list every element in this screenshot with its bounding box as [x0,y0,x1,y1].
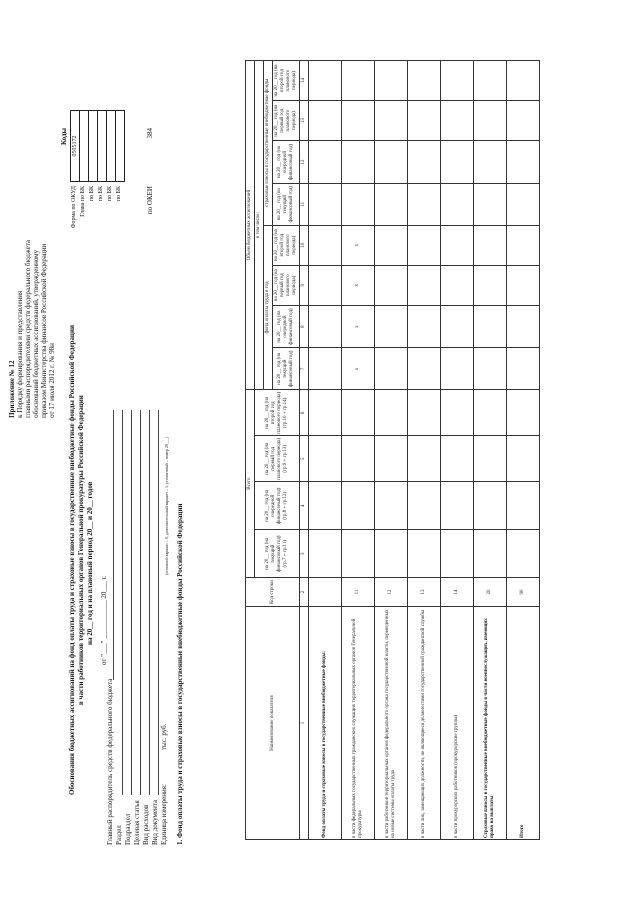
value-cell[interactable] [375,265,408,305]
row-code: 90 [507,578,540,607]
row-code: 14 [441,578,474,607]
doc-title-line1: Обоснования бюджетных ассигнований на фонд оплаты труда и страховые взносы в государственные внебюджетные фонды Российской Федерации [68,324,76,795]
value-cell[interactable] [474,265,507,305]
value-cell[interactable] [441,390,474,436]
header-budget: Объем бюджетных ассигнований [246,61,255,390]
value-cell[interactable] [507,530,540,578]
field-underline [140,410,141,795]
row-name: Фонд оплаты труда и страховые взносы в государственные внебюджетные фонды: [309,607,342,840]
col-number: 3 [300,530,309,578]
field-doctype: Вид документа [151,799,159,845]
value-cell[interactable] [474,390,507,436]
doc-title-line3: на 20__ год и на плановый период 20__ и 20__ годов [86,481,94,645]
doc-title-line2: в части работников территориальных органов Генеральной прокуратуры Российской Федерации [77,395,85,705]
year-col: на 20__ год (на второй год планового периода) [273,225,300,265]
value-cell[interactable] [375,436,408,482]
table-row [342,61,375,840]
value-cell[interactable] [408,265,441,305]
value-cell[interactable] [441,348,474,390]
col-number: 1 [300,607,309,840]
value-cell[interactable] [342,61,375,101]
value-cell[interactable] [375,183,408,225]
value-cell[interactable] [507,225,540,265]
value-cell[interactable] [474,141,507,184]
year-col: на 20__ год (на второй год планового периода) [273,61,300,101]
year-col: на 20__ год (на текущий финансовый год) [273,348,300,390]
field-underline [149,410,150,795]
value-cell[interactable] [507,436,540,482]
value-cell[interactable] [441,265,474,305]
col-number: 2 [300,578,309,607]
year-col: на 20__ год (на второй год планового периода) (гр.10 + гр.14) [255,390,300,436]
code-cell [97,111,106,181]
field-underline [113,410,114,680]
code-label: Глава по БК [80,186,86,217]
header-in-that: в том числе: [255,61,264,390]
table-header-row [246,61,255,840]
header-insurance: страховые взносы в государственные внебюджетные фонды [264,61,273,226]
year-col: на 20__ год (на первый год планового периода) [273,101,300,141]
value-cell[interactable] [474,482,507,530]
value-cell[interactable] [507,482,540,530]
row-code: 11 [342,578,375,607]
col-number: 14 [300,61,309,101]
field-expense: Вид расходов [142,804,150,845]
value-cell[interactable] [375,141,408,184]
value-cell[interactable] [441,482,474,530]
codes-labels [70,186,124,228]
okei-value: 384 [146,128,154,139]
value-cell[interactable] [309,305,342,348]
row-name: в части работников территориальных органов федерального органа государственной власти, переведенных на новые системы оплаты труда [375,607,408,840]
code-label: по БК [107,186,113,202]
value-cell[interactable] [309,225,342,265]
value-cell[interactable] [474,101,507,141]
code-cell [106,111,115,181]
appendix-line: обоснований бюджетных ассигнований, утвержденному [32,249,40,418]
value-cell[interactable] [441,530,474,578]
value-cell[interactable] [342,482,375,530]
codes-box [70,110,125,182]
x-mark: x [342,225,375,265]
value-cell[interactable] [408,436,441,482]
value-cell[interactable] [474,183,507,225]
value-cell[interactable] [342,101,375,141]
value-cell[interactable] [375,530,408,578]
value-cell[interactable] [375,61,408,101]
value-cell[interactable] [441,436,474,482]
value-cell[interactable] [309,530,342,578]
appendix-line: главными распорядителями средств федерального бюджета [24,240,32,418]
col-number: 8 [300,305,309,348]
value-cell[interactable] [309,101,342,141]
value-cell[interactable] [342,390,375,436]
code-cell [88,111,97,181]
value-cell[interactable] [309,390,342,436]
row-name: в части прокурорских работников (прокурорские группы) [441,607,474,840]
value-cell[interactable] [408,141,441,184]
value-cell[interactable] [375,390,408,436]
field-underline [131,410,132,795]
code-cell [115,111,124,181]
row-code: 13 [408,578,441,607]
year-col: на 20__ год (на первый год планового периода) (гр.9 + гр.13) [255,436,300,482]
section-note: (основной вариант – 0, дополнительный вариант – 1, уточненный – номер 20___) [164,436,169,575]
col-number: 12 [300,141,309,184]
x-mark: x [342,305,375,348]
value-cell[interactable] [474,530,507,578]
row-code: 20 [474,578,507,607]
year-col: на 20__ год (на текущий финансовый год) [273,183,300,225]
value-cell[interactable] [474,61,507,101]
table-body [309,61,540,840]
col-number: 13 [300,101,309,141]
value-cell[interactable] [441,183,474,225]
code-label: Форма по ОКУД [71,186,77,229]
value-cell[interactable] [441,101,474,141]
row-code: 12 [375,578,408,607]
col-number: 7 [300,348,309,390]
row-code [309,578,342,607]
field-underline [122,410,123,795]
field-section: Раздел [115,825,123,845]
value-cell[interactable] [507,390,540,436]
value-cell[interactable] [474,348,507,390]
code-form-value: 0505172 [72,135,78,157]
value-cell[interactable] [309,183,342,225]
field-subsection: Подраздел [124,813,132,845]
value-cell[interactable] [408,482,441,530]
value-cell[interactable] [309,141,342,184]
table-row [375,61,408,840]
value-cell[interactable] [441,305,474,348]
value-cell[interactable] [507,265,540,305]
field-underline [158,410,159,795]
col-number: 9 [300,265,309,305]
appendix-block [8,240,56,418]
value-cell[interactable] [408,305,441,348]
field-unit: Единица измерения: [160,784,168,845]
value-cell[interactable] [309,265,342,305]
value-cell[interactable] [507,141,540,184]
header-fot: фонд оплаты труда в год [264,225,273,390]
value-cell[interactable] [507,183,540,225]
value-cell[interactable] [309,436,342,482]
col-number: 11 [300,183,309,225]
value-cell[interactable] [408,183,441,225]
value-cell[interactable] [441,141,474,184]
value-cell[interactable] [474,225,507,265]
year-col: на 20__ год (на очередной финансовый год) (гр.8 + гр.12) [255,482,300,530]
field-gr: Главный распорядитель средств федерального бюджета [106,678,114,845]
okei-label: по ОКЕИ [146,186,154,215]
field-target: Целевая статья [133,800,141,845]
appendix-line: приказом Министерства финансов Российской Федерации [40,243,48,418]
table-row [474,61,507,840]
value-cell[interactable] [441,61,474,101]
unit-value: тыс. руб. [160,723,168,750]
year-col: на 20__ год (на текущий финансовый год) (гр.7 + гр.11) [255,530,300,578]
value-cell[interactable] [474,436,507,482]
value-cell[interactable] [375,482,408,530]
value-cell[interactable] [408,348,441,390]
table-row [408,61,441,840]
appendix-line: к Порядку формирования и представления [16,290,24,418]
value-cell[interactable] [309,348,342,390]
value-cell[interactable] [375,305,408,348]
column-number-row [300,61,309,840]
value-cell[interactable] [474,305,507,348]
value-cell[interactable] [375,101,408,141]
value-cell[interactable] [408,101,441,141]
col-number: 6 [300,390,309,436]
code-label: по БК [89,186,95,202]
x-mark: x [342,348,375,390]
value-cell[interactable] [408,390,441,436]
value-cell[interactable] [342,141,375,184]
value-cell[interactable] [408,61,441,101]
year-col: на 20__ год (на очередной финансовый год) [273,141,300,184]
value-cell[interactable] [408,530,441,578]
value-cell[interactable] [507,305,540,348]
value-cell[interactable] [507,101,540,141]
code-label: по БК [98,186,104,202]
value-cell[interactable] [342,530,375,578]
header-total: Всего [246,390,255,578]
value-cell[interactable] [375,348,408,390]
table-row [507,61,540,840]
year-col: на 20__ год (на первый год планового периода) [273,265,300,305]
value-cell[interactable] [309,61,342,101]
table-row [309,61,342,840]
appendix-line: от 17 июля 2012 г. № 98н [48,343,56,418]
value-cell[interactable] [342,183,375,225]
col-number: 10 [300,225,309,265]
budget-table [245,60,540,840]
value-cell[interactable] [309,482,342,530]
col-number: 5 [300,436,309,482]
value-cell[interactable] [408,225,441,265]
appendix-title: Приложение № 12 [8,360,16,418]
value-cell[interactable] [441,225,474,265]
doc-date-line: от "___" ___________ 20___ г. [100,575,108,665]
codes-header: Коды [60,128,68,146]
row-name: Страховые взносы в государственные внебюджетные фонды в части военнослужащих, имеющих право на выплаты [474,607,507,840]
value-cell[interactable] [507,61,540,101]
col-number: 4 [300,482,309,530]
year-col: на 20__ год (на очередной финансовый год) [273,305,300,348]
value-cell[interactable] [375,225,408,265]
row-name: в части лиц, замещающих должности, не являющиеся должностями государственной гражданской службы [408,607,441,840]
header-name: Наименование показателя [246,607,300,840]
value-cell[interactable] [507,348,540,390]
code-label: по БК [116,186,122,202]
row-name: в части федеральных государственных гражданских служащих территориальных органов Генеральной прокуратуры [342,607,375,840]
header-code: Код строки [246,578,300,607]
section-title: 1. Фонд оплаты труда и страховые взносы в государственные внебюджетные фонды Российской Федерации [176,503,184,845]
table-row [441,61,474,840]
code-cell [79,111,88,181]
row-name: Итого [507,607,540,840]
x-mark: x [342,265,375,305]
value-cell[interactable] [342,436,375,482]
